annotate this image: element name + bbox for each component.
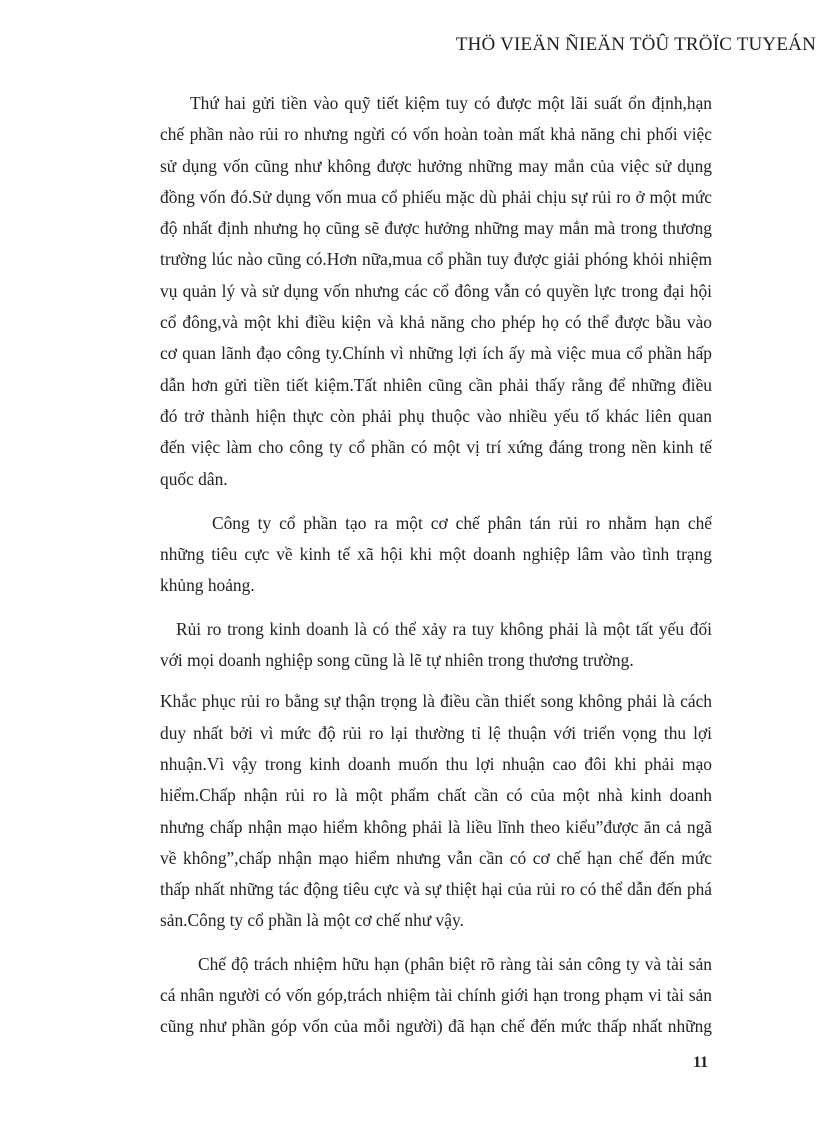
paragraph-risk-distribution [160, 508, 712, 602]
paragraph-line: cơ quan lãnh đạo công ty.Chính vì những lợi ích ấy mà việc mua cổ phần hấp [160, 343, 712, 364]
paragraph-business-risk [160, 614, 712, 677]
paragraph-line: về không”,chấp nhận mạo hiểm nhưng vẫn cần có cơ chế hạn chế đến mức [160, 847, 712, 868]
paragraph-overcoming-risk [160, 686, 712, 936]
paragraph-line: vụ quản lý và sử dụng vốn nhưng các cổ đông vẫn có quyền lực trong đại hội [160, 280, 712, 301]
paragraph-line: đến việc làm cho công ty cổ phần có một vị trí xứng đáng trong nền kinh tế [160, 437, 712, 458]
paragraph-line: những tiêu cực về kinh tế xã hội khi một doanh nghiệp lâm vào tình trạng [160, 544, 712, 565]
paragraph-line: nhuận.Vì vậy trong kinh doanh muốn thu lợi nhuận cao đôi khi phải mạo [160, 753, 712, 774]
paragraph-line: dẫn hơn gửi tiền tiết kiệm.Tất nhiên cũng cần phải thấy rằng để những điều [160, 374, 712, 395]
document-header: THÖ VIEÄN ÑIEÄN TÖÛ TRÖÏC TUYEÁN [455, 34, 816, 55]
paragraph-line: quốc dân. [160, 468, 228, 489]
paragraph-line: chế phần nào rủi ro nhưng ngừi có vốn hoàn toàn mất khả năng chi phối việc [160, 124, 712, 145]
paragraph-line: độ nhất định nhưng họ cũng sẽ được hưởng những may mắn mà trong thương [160, 218, 712, 239]
page-number: 11 [693, 1054, 709, 1071]
paragraph-line: Thứ hai gửi tiền vào quỹ tiết kiệm tuy có được một lãi suất ổn định,hạn [190, 93, 712, 113]
paragraph-line: nhưng chấp nhận mạo hiểm không phải là liều lĩnh theo kiểu”được ăn cả ngã [160, 816, 712, 837]
paragraph-line: sản.Công ty cổ phần là một cơ chế như vậy. [160, 910, 464, 931]
paragraph-line: sử dụng vốn cũng như không được hưởng những may mắn của việc sử dụng [160, 155, 712, 176]
paragraph-line: đồng vốn đó.Sử dụng vốn mua cổ phiếu mặc dù phải chịu sự rủi ro ở một mức [160, 186, 712, 207]
paragraph-line: đó trở thành hiện thực còn phải phụ thuộc vào nhiều yếu tố khác liên quan [160, 405, 712, 426]
paragraph-line: Khắc phục rủi ro bằng sự thận trọng là điều cần thiết song không phải là cách [160, 691, 712, 712]
paragraph-line: hiểm.Chấp nhận rủi ro là một phẩm chất cần có của một nhà kinh doanh [160, 785, 712, 806]
paragraph-line: trường lúc nào cũng có.Hơn nữa,mua cổ phần tuy được giải phóng khỏi nhiệm [160, 249, 712, 270]
paragraph-line: Công ty cổ phần tạo ra một cơ chế phân tán rủi ro nhằm hạn chế [212, 512, 712, 533]
paragraph-line: với mọi doanh nghiệp song cũng là lẽ tự nhiên trong thương trường. [160, 650, 634, 671]
paragraph-line: Chế độ trách nhiệm hữu hạn (phân biệt rõ ràng tài sản công ty và tài sản [198, 953, 712, 974]
paragraph-line: cổ đông,và một khi điều kiện và khả năng cho phép họ có thể được bầu vào [160, 312, 712, 333]
paragraph-line: thấp nhất những tác động tiêu cực và sự thiệt hại của rủi ro có thể dẫn đến phá [160, 879, 712, 900]
paragraph-line: Rủi ro trong kinh doanh là có thể xảy ra tuy không phải là một tất yếu đối [176, 618, 712, 639]
document-body [160, 88, 712, 1043]
paragraph-line: cá nhân người có vốn góp,trách nhiệm tài chính giới hạn trong phạm vi tài sản [160, 985, 712, 1006]
paragraph-line: duy nhất bởi vì mức độ rủi ro lại thường tỉ lệ thuận với triển vọng thu lợi [160, 722, 712, 743]
paragraph-line: cũng như phần góp vốn của mỗi người) đã hạn chế đến mức thấp nhất những [160, 1016, 712, 1037]
paragraph-line: khủng hoảng. [160, 575, 255, 596]
paragraph-savings-vs-shares [160, 88, 712, 495]
paragraph-limited-liability [160, 949, 712, 1043]
